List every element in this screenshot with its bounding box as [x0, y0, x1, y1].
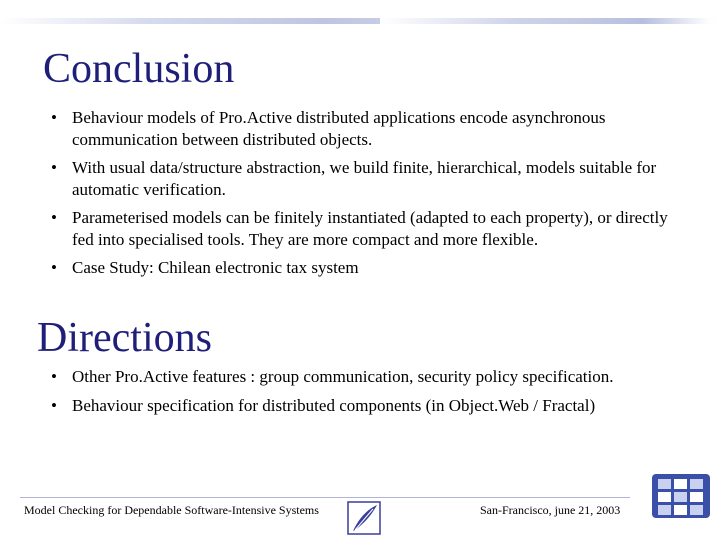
- directions-title: Directions: [37, 315, 212, 361]
- directions-bullet-list: [50, 366, 670, 423]
- bullet-marker: •: [51, 208, 57, 227]
- footer-left-text: Model Checking for Dependable Software-Intensive Systems: [24, 503, 319, 517]
- bullet-marker: •: [51, 395, 57, 415]
- bullet-text: Case Study: Chilean electronic tax system: [72, 258, 359, 277]
- bullet-text: Behaviour specification for distributed components (in Object.Web / Fractal): [72, 395, 596, 415]
- bullet-text: Other Pro.Active features : group communication, security policy specification.: [72, 367, 614, 386]
- bullet-marker: •: [51, 258, 57, 277]
- cube-logo-icon: [650, 470, 712, 522]
- bullet-marker: •: [51, 367, 57, 386]
- bullet-item: [50, 366, 670, 388]
- bullet-item: [50, 207, 670, 250]
- top-decor-bar-right: [380, 18, 710, 24]
- bullet-item: [50, 107, 670, 150]
- feather-logo-icon: [346, 500, 382, 536]
- bullet-item: [50, 157, 670, 200]
- bullet-item: [50, 257, 670, 279]
- footer-right-text: San-Francisco, june 21, 2003: [480, 503, 621, 517]
- bullet-marker: •: [51, 108, 57, 127]
- bullet-text: Behaviour models of Pro.Active distributed applications encode asynchronous communication between distributed objects.: [72, 108, 606, 149]
- conclusion-bullet-list: [50, 107, 670, 286]
- conclusion-title: Conclusion: [43, 46, 235, 92]
- bullet-marker: •: [51, 158, 57, 177]
- footer-divider: [20, 497, 630, 498]
- bullet-text: Parameterised models can be finitely instantiated (adapted to each property), or directly fed into specialised tools. They are more compact and more flexible.: [72, 208, 668, 249]
- bullet-item: [50, 395, 670, 417]
- bullet-text: With usual data/structure abstraction, we build finite, hierarchical, models suitable for automatic verification.: [72, 158, 657, 199]
